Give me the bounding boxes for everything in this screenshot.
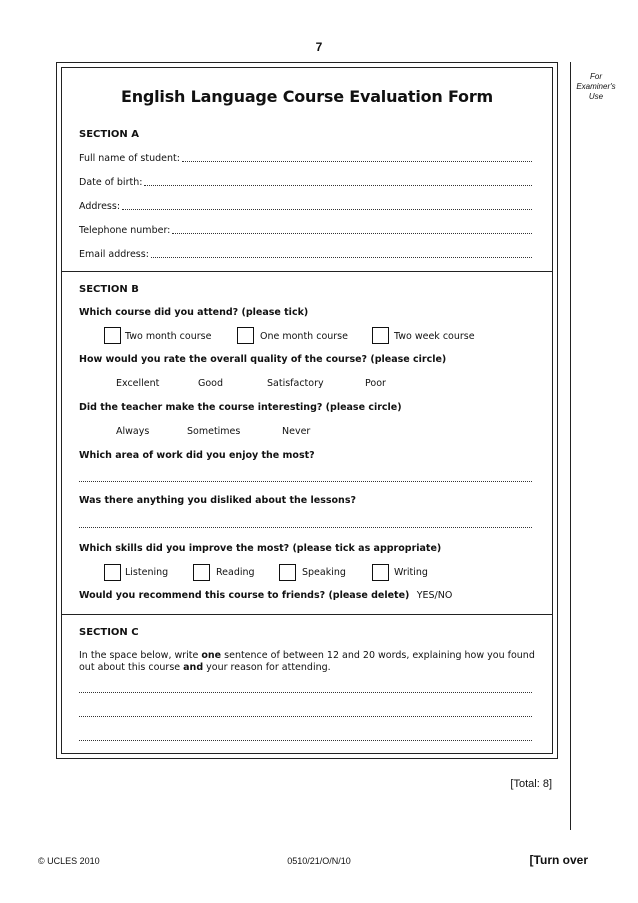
- sentence-answer-line-3[interactable]: [79, 740, 532, 741]
- section-b-heading: SECTION B: [79, 284, 139, 295]
- footer-paper-code: 0510/21/O/N/10: [287, 856, 351, 866]
- examiner-label-line-2: Examiner's: [576, 82, 616, 91]
- listening-label: Listening: [125, 567, 169, 578]
- option-always[interactable]: Always: [116, 426, 150, 437]
- listening-checkbox[interactable]: [104, 564, 121, 581]
- section-divider-a-b: [61, 271, 553, 272]
- form-title: English Language Course Evaluation Form: [120, 87, 494, 106]
- writing-label: Writing: [394, 567, 428, 578]
- option-sometimes[interactable]: Sometimes: [187, 426, 241, 437]
- sentence-answer-line-2[interactable]: [79, 716, 532, 717]
- instruction-part-2: sentence of between 12 and 20 words, explaining how you found out about this course: [79, 650, 535, 673]
- email-dotted-line: [151, 257, 532, 258]
- rating-satisfactory[interactable]: Satisfactory: [267, 378, 324, 389]
- rating-good[interactable]: Good: [198, 378, 224, 389]
- question-course-attended: Which course did you attend? (please tick): [79, 307, 309, 318]
- one-month-course-checkbox[interactable]: [237, 327, 254, 344]
- instruction-part-1: In the space below, write: [79, 650, 202, 661]
- rating-excellent[interactable]: Excellent: [116, 378, 160, 389]
- instruction-emphasis-and: and: [183, 662, 204, 673]
- telephone-dotted-line: [172, 233, 532, 234]
- question-overall-quality: How would you rate the overall quality of the course? (please circle): [79, 354, 447, 365]
- address-dotted-line: [122, 209, 532, 210]
- total-marks: [Total: 8]: [510, 778, 552, 790]
- two-week-course-label: Two week course: [394, 331, 475, 342]
- speaking-checkbox[interactable]: [279, 564, 296, 581]
- address-label: Address:: [79, 201, 121, 212]
- email-field[interactable]: [79, 247, 532, 260]
- recommend-yes-no[interactable]: YES/NO: [416, 590, 453, 601]
- reading-label: Reading: [216, 567, 255, 578]
- full-name-label: Full name of student:: [79, 153, 180, 164]
- question-recommend-text: Would you recommend this course to friends? (please delete): [79, 590, 410, 601]
- full-name-dotted-line: [182, 161, 532, 162]
- telephone-field[interactable]: [79, 223, 532, 236]
- examiner-use-label: [570, 72, 622, 102]
- question-recommend: [79, 590, 452, 601]
- telephone-label: Telephone number:: [79, 225, 171, 236]
- option-never[interactable]: Never: [282, 426, 311, 437]
- section-divider-b-c: [61, 614, 553, 615]
- examiner-margin-rule: [570, 62, 571, 830]
- examiner-label-line-1: For: [590, 72, 602, 81]
- date-of-birth-label: Date of birth:: [79, 177, 143, 188]
- enjoyed-most-answer-line[interactable]: [79, 481, 532, 482]
- speaking-label: Speaking: [302, 567, 346, 578]
- page-number: 7: [315, 40, 323, 54]
- sentence-answer-line-1[interactable]: [79, 692, 532, 693]
- question-disliked: Was there anything you disliked about the lessons?: [79, 495, 356, 506]
- question-enjoyed-most: Which area of work did you enjoy the most?: [79, 450, 315, 461]
- one-month-course-label: One month course: [260, 331, 348, 342]
- examiner-label-line-3: Use: [588, 92, 604, 101]
- two-month-course-checkbox[interactable]: [104, 327, 121, 344]
- footer-turn-over: [Turn over: [529, 853, 588, 867]
- section-c-heading: SECTION C: [79, 627, 139, 638]
- question-skills-improved: Which skills did you improve the most? (please tick as appropriate): [79, 543, 442, 554]
- reading-checkbox[interactable]: [193, 564, 210, 581]
- email-label: Email address:: [79, 249, 149, 260]
- instruction-part-3: your reason for attending.: [203, 662, 331, 673]
- two-month-course-label: Two month course: [125, 331, 212, 342]
- full-name-field[interactable]: [79, 151, 532, 164]
- address-field[interactable]: [79, 199, 532, 212]
- disliked-answer-line[interactable]: [79, 527, 532, 528]
- question-teacher-interesting: Did the teacher make the course interesting? (please circle): [79, 402, 402, 413]
- section-a-heading: SECTION A: [79, 129, 140, 140]
- writing-checkbox[interactable]: [372, 564, 389, 581]
- section-c-instructions: [79, 650, 537, 674]
- two-week-course-checkbox[interactable]: [372, 327, 389, 344]
- instruction-emphasis-one: one: [201, 650, 222, 661]
- date-of-birth-dotted-line: [144, 185, 532, 186]
- footer-copyright: © UCLES 2010: [38, 856, 100, 866]
- rating-poor[interactable]: Poor: [365, 378, 386, 389]
- date-of-birth-field[interactable]: [79, 175, 532, 188]
